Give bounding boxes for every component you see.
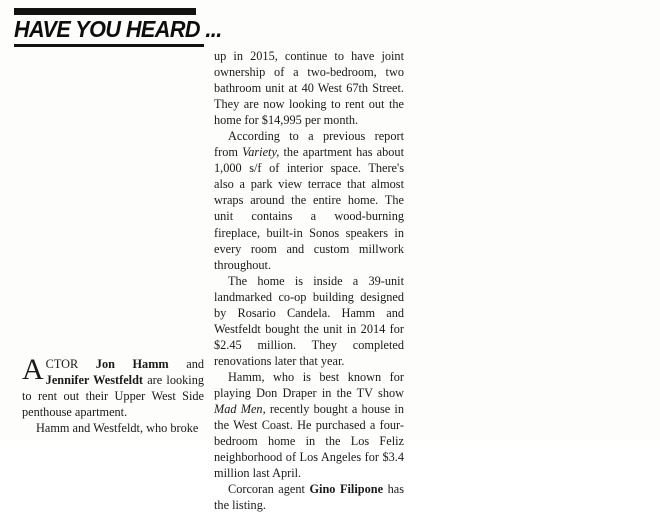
left-paragraph-2: Hamm and Westfeldt, who broke [36, 421, 199, 436]
right-paragraph-2-b: the apartment has about 1,000 s/f of interior space. There's also a park view terrace that almost wraps around the entire home. The unit contains a wood-burning fireplace, built-in Sonos speakers in every room and custom millwork throughout. [214, 145, 404, 272]
person-name-jennifer-westfeldt: Jennifer Westfeldt [45, 373, 143, 388]
name-conjunction: and [168, 357, 204, 371]
left-paragraph-1-rest: are looking to rent out their Upper West Side penthouse apartment. [22, 373, 204, 420]
right-paragraph-5-a: Corcoran agent [228, 482, 310, 497]
right-paragraph-3: The home is inside a 39-unit landmarked co-op building designed by Rosario Candela. Hamm and Westfeldt bought the unit in 2014 for $2.45 million. They completed renovations later that year. [214, 273, 404, 368]
right-paragraph-4-a: Hamm, who is best known for playing Don Draper in the TV show [214, 369, 404, 400]
right-paragraph-5 [214, 481, 404, 513]
right-paragraph-4-b: recently bought a house in the West Coast. He purchased a four-bedroom home in the Los Feliz neighborhood of Los Angeles for $3.4 million last April. [214, 402, 404, 481]
masthead-rule-bottom [14, 44, 204, 47]
left-paragraph-1 [22, 353, 204, 420]
right-paragraph-5-b: has the listing. [214, 482, 405, 513]
agent-name-gino-filipone: Gino Filipone [309, 482, 384, 497]
masthead-rule-top [14, 8, 196, 15]
right-paragraph-2 [214, 128, 404, 272]
right-paragraph-4 [214, 369, 404, 481]
person-name-jon-hamm: Jon Hamm [95, 357, 169, 371]
masthead-title: HAVE YOU HEARD ... [14, 16, 222, 42]
show-title-mad-men: Mad Men, [214, 402, 266, 417]
right-column [214, 48, 404, 513]
lead-smallcaps: CTOR [45, 357, 96, 371]
left-column [22, 353, 204, 436]
right-paragraph-2-a: According to a previous report from [214, 129, 404, 160]
publication-variety: Variety, [242, 145, 280, 160]
right-paragraph-1: up in 2015, continue to have joint ownership of a two-bedroom, two bathroom unit at 40 West 67th Street. They are now looking to rent out the home for $14,995 per month. [214, 49, 404, 128]
masthead [14, 8, 222, 47]
drop-cap: A [22, 353, 44, 386]
